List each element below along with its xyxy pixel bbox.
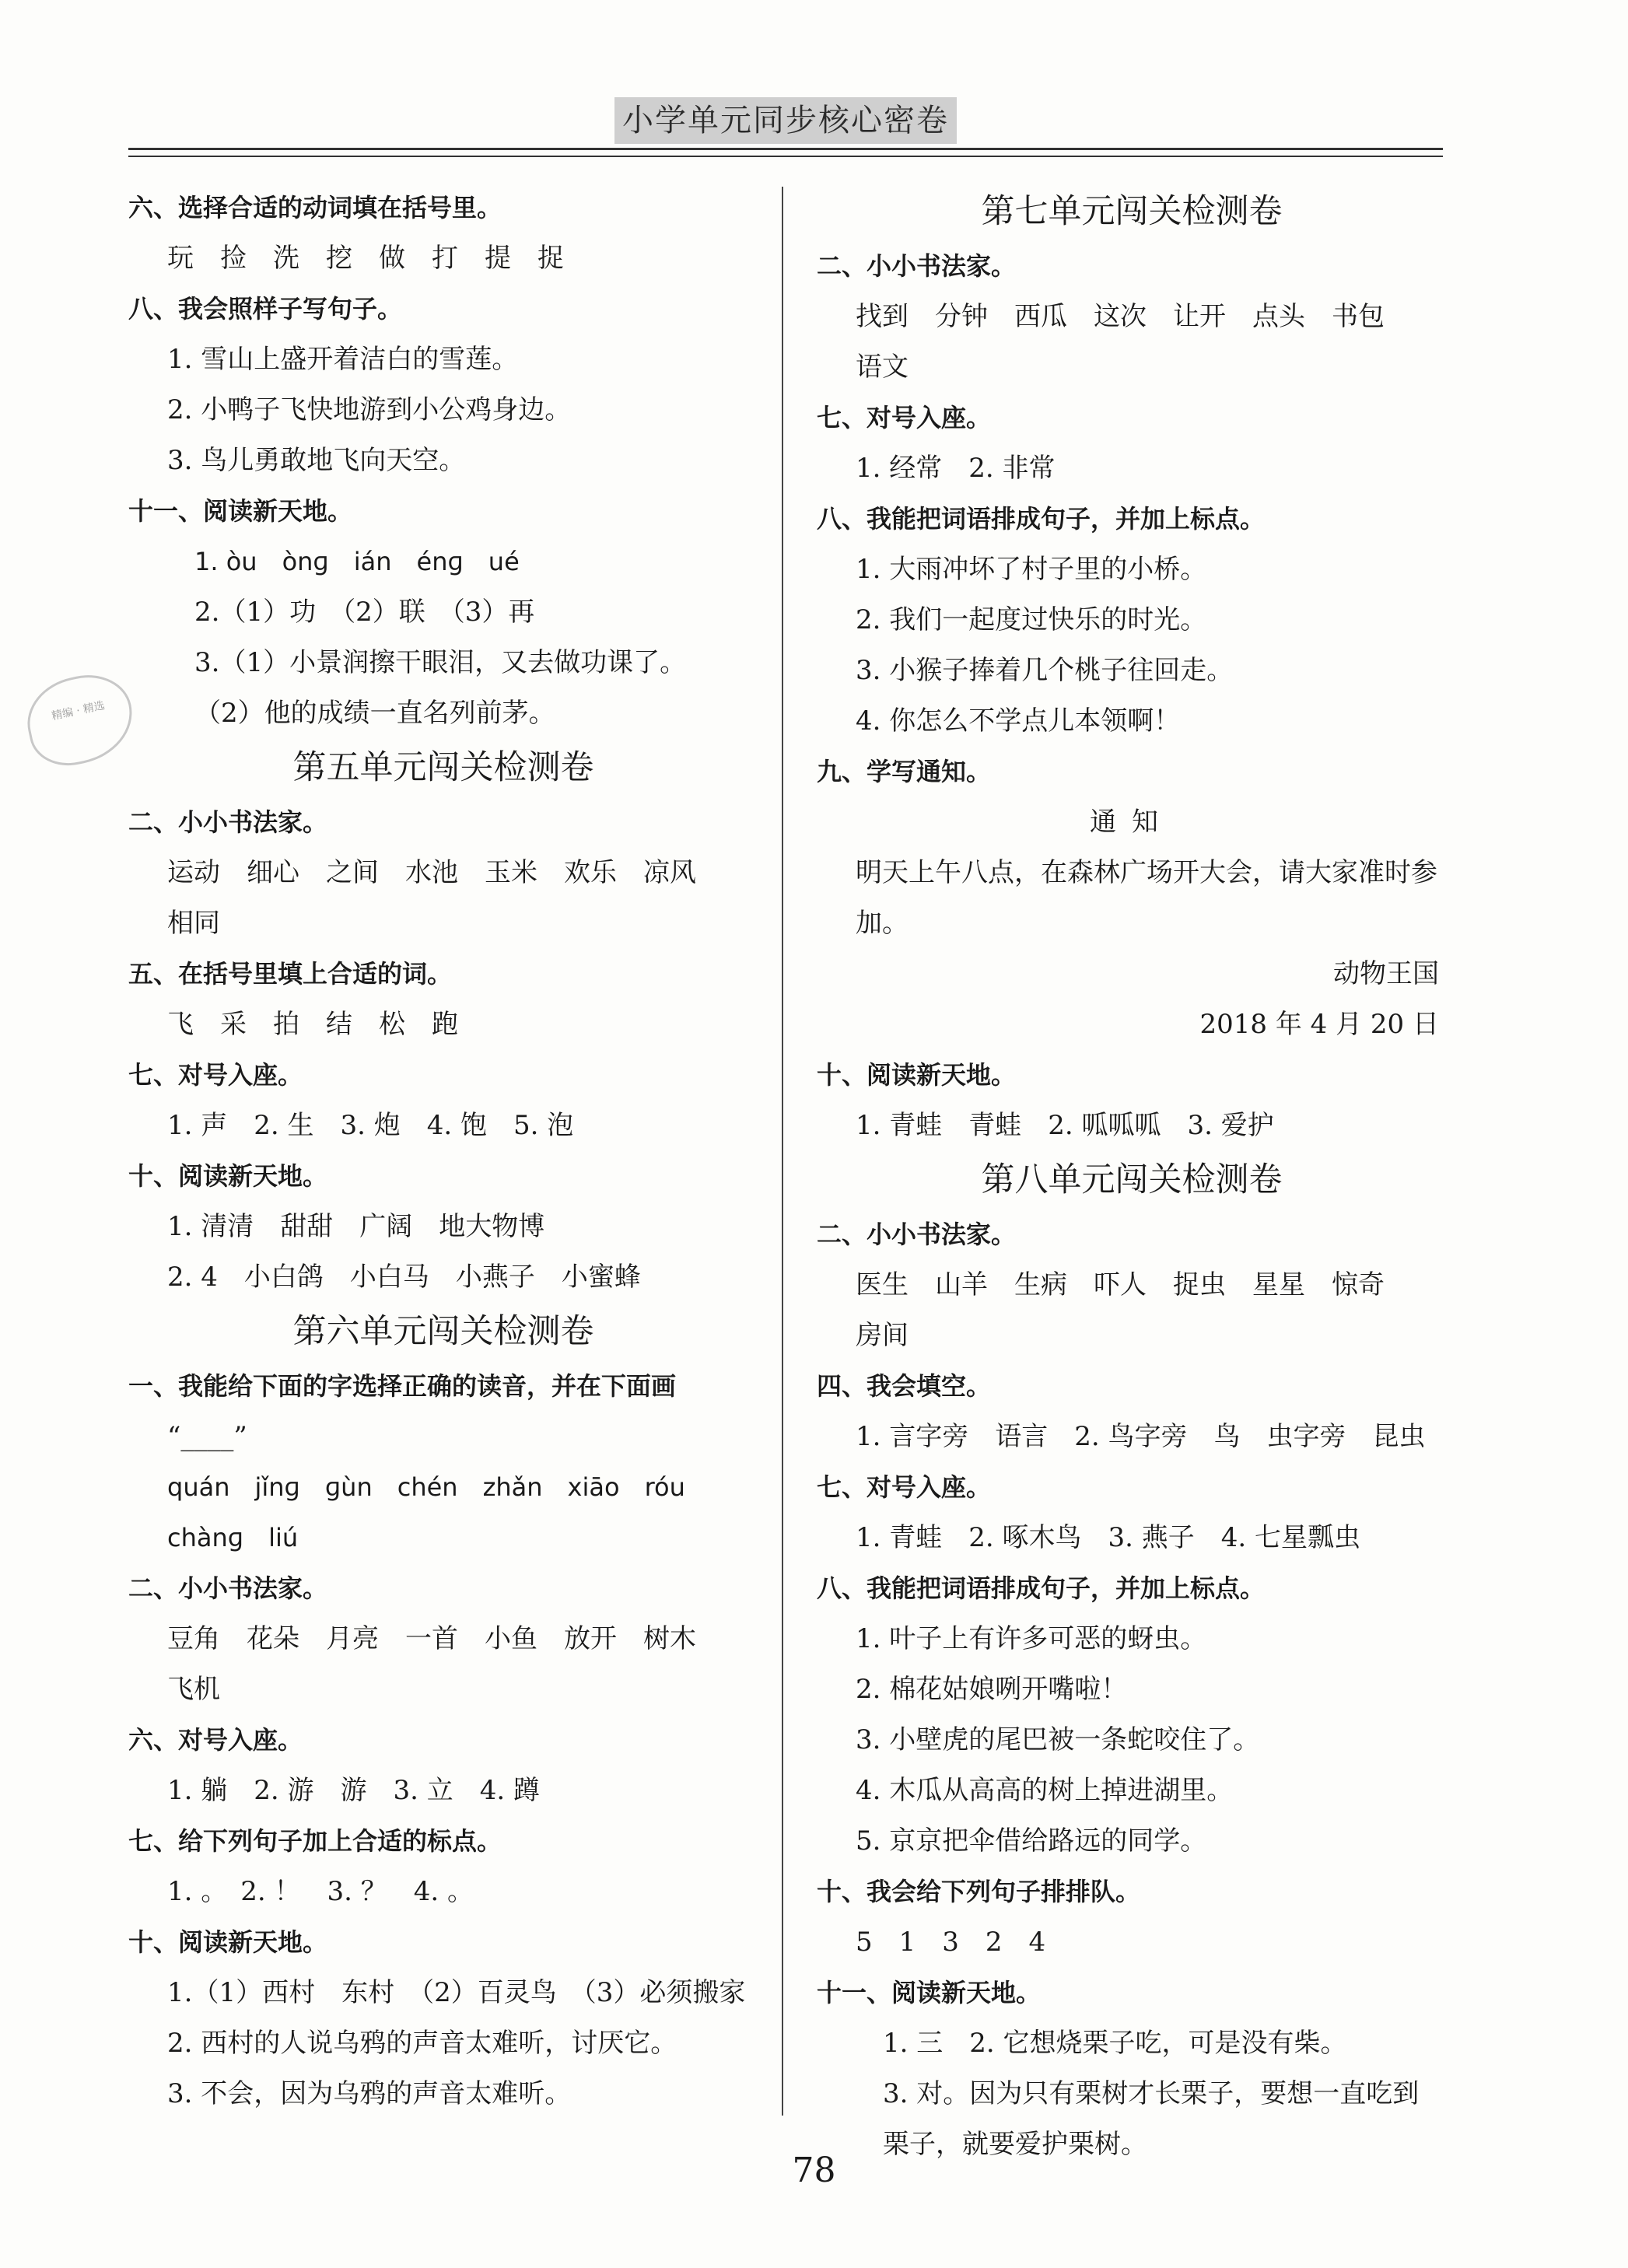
word: 捉虫 <box>1173 1269 1226 1300</box>
word: 欢乐 <box>564 857 617 888</box>
answer-line: 3.（1）小景润擦干眼泪，又去做功课了。 <box>194 647 687 678</box>
word-list <box>128 233 758 284</box>
word: 凉风 <box>643 857 696 888</box>
header-rule-thin <box>128 156 1443 157</box>
answer-line: 3. 不会，因为乌鸦的声音太难听。 <box>167 2078 572 2109</box>
section-heading: 八、我会照样子写句子。 <box>128 294 403 324</box>
section-heading: 二、小小书法家。 <box>128 807 328 837</box>
notice-title: 通知 <box>1090 807 1174 838</box>
notice-body: 明天上午八点，在森林广场开大会，请大家准时参 <box>856 857 1437 888</box>
section-heading: 七、给下列句子加上合适的标点。 <box>128 1826 502 1856</box>
word-list <box>817 292 1447 342</box>
answer-line: 1. 经常 2. 非常 <box>856 453 1056 484</box>
section-heading: 十、阅读新天地。 <box>128 1161 328 1191</box>
word: 豆角 <box>167 1623 220 1654</box>
section-heading: 一、我能给下面的字选择正确的读音，并在下面画 <box>128 1371 677 1401</box>
word: 花朵 <box>247 1623 299 1654</box>
word: 运动 <box>167 857 220 888</box>
word: 惊奇 <box>1332 1269 1385 1300</box>
notice-body: 加。 <box>856 908 909 939</box>
answer-line: 2. 棉花姑娘咧开嘴啦！ <box>856 1674 1128 1705</box>
word: 书包 <box>1332 301 1385 332</box>
answer-line: 2.（1）功 （2）联 （3）再 <box>194 597 535 628</box>
watermark-stamp: 精编 · 精选 <box>19 667 141 773</box>
word: 水池 <box>405 857 458 888</box>
answer-line: 1. 雪山上盛开着洁白的雪莲。 <box>167 344 519 375</box>
page-header-title: 小学单元同步核心密卷 <box>614 97 957 144</box>
word: 树木 <box>643 1623 696 1654</box>
notice-signer: 动物王国 <box>1333 958 1439 989</box>
word: 挖 <box>326 243 352 274</box>
answer-line: 2. 4 小白鸽 小白马 小燕子 小蜜蜂 <box>167 1262 641 1293</box>
answer-line: 2. 西村的人说乌鸦的声音太难听，讨厌它。 <box>167 2028 677 2059</box>
section-heading: 七、对号入座。 <box>817 403 992 432</box>
word: 玉米 <box>485 857 537 888</box>
section-heading: 七、对号入座。 <box>128 1060 303 1090</box>
word: 语文 <box>856 352 909 383</box>
word: 生病 <box>1014 1269 1067 1300</box>
answer-line: 1. 。 2. ！ 3. ？ 4. 。 <box>167 1876 474 1907</box>
word: 一首 <box>405 1623 458 1654</box>
section-heading: 十、我会给下列句子排排队。 <box>817 1877 1141 1906</box>
word: 拍 <box>273 1009 299 1040</box>
section-heading: 十一、阅读新天地。 <box>817 1978 1042 2007</box>
answer-line: 1.（1）西村 东村 （2）百灵鸟 （3）必须搬家 <box>167 1977 746 2008</box>
word: 这次 <box>1094 301 1147 332</box>
word: 洗 <box>273 243 299 274</box>
left-column <box>128 183 758 2119</box>
word: 分钟 <box>935 301 988 332</box>
answer-line: 1. 青蛙 2. 啄木鸟 3. 燕子 4. 七星瓢虫 <box>856 1522 1360 1553</box>
section-heading: 八、我能把词语排成句子，并加上标点。 <box>817 504 1266 534</box>
answer-line: 3. 小猴子捧着几个桃子往回走。 <box>856 655 1234 686</box>
section-heading: 十、阅读新天地。 <box>817 1060 1017 1090</box>
answer-line: 1. 大雨冲坏了村子里的小桥。 <box>856 554 1207 585</box>
word: 提 <box>485 243 511 274</box>
answer-line: 1. 清清 甜甜 广阔 地大物博 <box>167 1211 545 1242</box>
word: 西瓜 <box>1014 301 1067 332</box>
unit-title: 第八单元闯关检测卷 <box>981 1160 1283 1199</box>
answer-line: 2. 我们一起度过快乐的时光。 <box>856 604 1207 635</box>
word: 打 <box>432 243 458 274</box>
word: 采 <box>220 1009 247 1040</box>
section-heading: 二、小小书法家。 <box>817 251 1017 281</box>
answer-line: 1. 声 2. 生 3. 炮 4. 饱 5. 泡 <box>167 1110 574 1141</box>
answer-line: 栗子，就要爱护栗树。 <box>883 2129 1147 2160</box>
header-rule-thick <box>128 148 1443 150</box>
word: 之间 <box>326 857 379 888</box>
answer-line: 4. 木瓜从高高的树上掉进湖里。 <box>856 1775 1234 1806</box>
word: 飞机 <box>167 1674 220 1705</box>
answer-line: 3. 小壁虎的尾巴被一条蛇咬住了。 <box>856 1724 1260 1755</box>
word-list <box>817 1260 1447 1311</box>
word-list <box>128 999 758 1050</box>
answer-line: 1. 叶子上有许多可恶的蚜虫。 <box>856 1623 1207 1654</box>
word: 山羊 <box>935 1269 988 1300</box>
section-heading: 四、我会填空。 <box>817 1371 992 1401</box>
word: 放开 <box>564 1623 617 1654</box>
word: 捉 <box>537 243 564 274</box>
word: 找到 <box>856 301 909 332</box>
pinyin-line: quán jǐnɡ ɡùn chén zhǎn xiāo róu <box>167 1472 685 1502</box>
answer-line: 1. 三 2. 它想烧栗子吃，可是没有柴。 <box>883 2028 1347 2059</box>
answer-line: 4. 你怎么不学点儿本领啊！ <box>856 705 1181 737</box>
word: 松 <box>379 1009 405 1040</box>
answer-line: 1. 躺 2. 游 游 3. 立 4. 蹲 <box>167 1775 540 1806</box>
answer-line: 3. 鸟儿勇敢地飞向天空。 <box>167 445 466 476</box>
word: 点头 <box>1252 301 1305 332</box>
underline-mark: “____” <box>167 1421 247 1452</box>
answer-line: 1. òu ònɡ ián énɡ ué <box>194 547 520 576</box>
word: 细心 <box>247 857 299 888</box>
word: 玩 <box>167 243 194 274</box>
answer-line: 1. 言字旁 语言 2. 鸟字旁 鸟 虫字旁 昆虫 <box>856 1421 1426 1452</box>
section-heading: 六、选择合适的动词填在括号里。 <box>128 193 502 222</box>
word: 月亮 <box>326 1623 379 1654</box>
answer-line: 1. 青蛙 青蛙 2. 呱呱呱 3. 爱护 <box>856 1110 1274 1141</box>
answer-line: （2）他的成绩一直名列前茅。 <box>194 698 555 729</box>
answer-line: 5. 京京把伞借给路远的同学。 <box>856 1825 1207 1857</box>
section-heading: 五、在括号里填上合适的词。 <box>128 959 453 989</box>
section-heading: 八、我能把词语排成句子，并加上标点。 <box>817 1573 1266 1603</box>
right-column <box>817 183 1447 2170</box>
notice-date: 2018 年 4 月 20 日 <box>1199 1009 1439 1040</box>
word-list <box>128 848 758 898</box>
column-divider <box>782 187 783 2116</box>
page-number: 78 <box>792 2151 836 2190</box>
section-heading: 九、学写通知。 <box>817 757 992 786</box>
word: 房间 <box>856 1320 909 1351</box>
section-heading: 十一、阅读新天地。 <box>128 496 353 526</box>
section-heading: 七、对号入座。 <box>817 1472 992 1502</box>
word: 让开 <box>1173 301 1226 332</box>
pinyin-line: chànɡ liú <box>167 1523 299 1552</box>
answer-line: 5 1 3 2 4 <box>856 1927 1046 1958</box>
unit-title: 第五单元闯关检测卷 <box>292 748 594 787</box>
section-heading: 二、小小书法家。 <box>128 1573 328 1603</box>
word: 飞 <box>167 1009 194 1040</box>
word: 星星 <box>1252 1269 1305 1300</box>
answer-line: 3. 对。因为只有栗树才长栗子，要想一直吃到 <box>883 2078 1420 2109</box>
unit-title: 第七单元闯关检测卷 <box>981 192 1283 231</box>
answer-line: 2. 小鸭子飞快地游到小公鸡身边。 <box>167 394 572 425</box>
word: 做 <box>379 243 405 274</box>
section-heading: 二、小小书法家。 <box>817 1220 1017 1249</box>
word: 相同 <box>167 908 220 939</box>
word-list <box>128 1614 758 1664</box>
word: 医生 <box>856 1269 909 1300</box>
word: 吓人 <box>1094 1269 1147 1300</box>
unit-title: 第六单元闯关检测卷 <box>292 1312 594 1351</box>
word: 捡 <box>220 243 247 274</box>
word: 结 <box>326 1009 352 1040</box>
section-heading: 六、对号入座。 <box>128 1725 303 1755</box>
section-heading: 十、阅读新天地。 <box>128 1927 328 1957</box>
word: 跑 <box>432 1009 458 1040</box>
word: 小鱼 <box>485 1623 537 1654</box>
